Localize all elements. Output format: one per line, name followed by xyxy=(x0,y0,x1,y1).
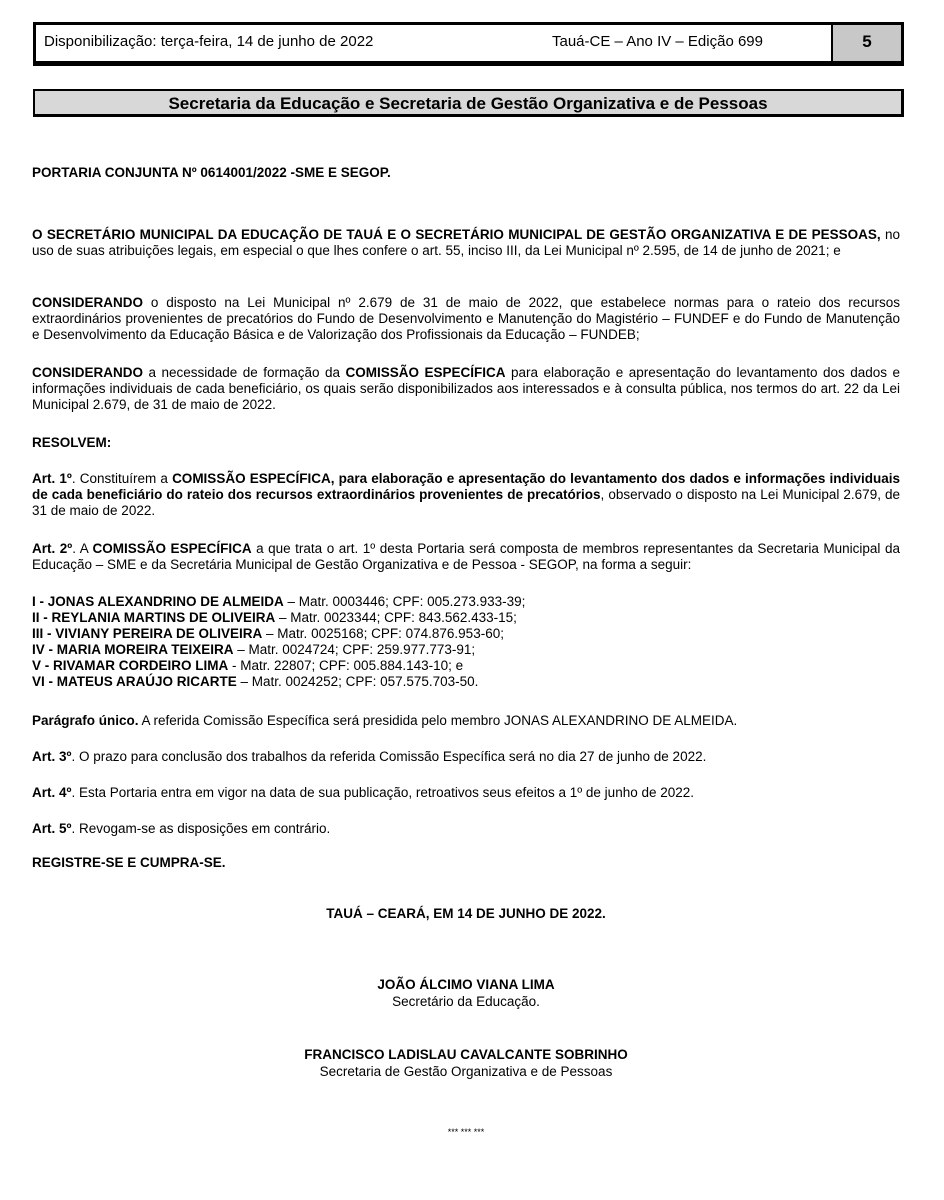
considerando-2-text2: para elaboração e apresentação do levantamento dos dados e informações individuais de cada beneficiário, os quais serão disponibilizados aos interessados e à consulta pública, nos termos do art. 22 da Lei Municipal 2.679, de 31 de maio de 2022. xyxy=(32,365,901,412)
considerando-1-bold: CONSIDERANDO xyxy=(32,295,144,310)
page-header xyxy=(33,22,904,66)
article-4-label: Art. 4º xyxy=(32,785,72,800)
resolvem: RESOLVEM: xyxy=(32,435,112,450)
signature-block-2 xyxy=(32,1046,900,1080)
list-item: V - RIVAMAR CORDEIRO LIMA - Matr. 22807; CPF: 005.884.143-10; e xyxy=(32,658,464,673)
registre-cumpra: REGISTRE-SE E CUMPRA-SE. xyxy=(32,855,226,870)
signer-2-name: FRANCISCO LADISLAU CAVALCANTE SOBRINHO xyxy=(304,1047,628,1062)
article-4-text: . Esta Portaria entra em vigor na data de sua publicação, retroativos seus efeitos a 1º de junho de 2022. xyxy=(71,785,695,800)
article-3-text: . O prazo para conclusão dos trabalhos da referida Comissão Específica será no dia 27 de junho de 2022. xyxy=(71,749,707,764)
member-list xyxy=(32,594,900,690)
article-5-text: . Revogam-se as disposições em contrário. xyxy=(71,821,331,836)
considerando-2 xyxy=(32,365,900,413)
article-1-text2: , observado o disposto na Lei Municipal 2.679, de 31 de maio de 2022. xyxy=(32,487,900,518)
article-2-label: Art. 2º xyxy=(32,541,73,556)
list-item: II - REYLANIA MARTINS DE OLIVEIRA – Matr. 0023344; CPF: 843.562.433-15; xyxy=(32,610,517,625)
preamble-text: no uso de suas atribuições legais, em especial o que lhes confere o art. 55, inciso III, da Lei Municipal nº 2.595, de 14 de junho de 2021; e xyxy=(32,227,900,258)
paragrafo-unico xyxy=(32,713,900,729)
article-1-text1: . Constituírem a xyxy=(71,471,173,486)
page-number: 5 xyxy=(831,25,901,61)
signature-block-1 xyxy=(32,976,900,1010)
list-item: III - VIVIANY PEREIRA DE OLIVEIRA – Matr. 0025168; CPF: 074.876.953-60; xyxy=(32,626,504,641)
preamble-bold: O SECRETÁRIO MUNICIPAL DA EDUCAÇÃO DE TAUÁ E O SECRETÁRIO MUNICIPAL DE GESTÃO ORGANIZATIVA E DE PESSOAS, xyxy=(32,227,881,242)
paragrafo-text: A referida Comissão Específica será presidida pelo membro JONAS ALEXANDRINO DE ALMEIDA. xyxy=(138,713,738,728)
publication-date: Disponibilização: terça-feira, 14 de junho de 2022 xyxy=(44,33,374,50)
place-date: TAUÁ – CEARÁ, EM 14 DE JUNHO DE 2022. xyxy=(326,906,606,921)
article-2 xyxy=(32,541,900,573)
list-item: IV - MARIA MOREIRA TEIXEIRA – Matr. 0024724; CPF: 259.977.773-91; xyxy=(32,642,476,657)
article-2-text1: . A xyxy=(72,541,93,556)
edition-info: Tauá-CE – Ano IV – Edição 699 xyxy=(552,33,763,50)
article-1-label: Art. 1º xyxy=(32,471,72,486)
article-4 xyxy=(32,785,900,801)
article-2-bold: COMISSÃO ESPECÍFICA xyxy=(92,541,252,556)
article-5 xyxy=(32,821,900,837)
list-item: VI - MATEUS ARAÚJO RICARTE – Matr. 0024252; CPF: 057.575.703-50. xyxy=(32,674,479,689)
considerando-2-text1: a necessidade de formação da xyxy=(143,365,346,380)
considerando-1-text: o disposto na Lei Municipal nº 2.679 de 31 de maio de 2022, que estabelece normas para o rateio dos recursos extraordinários provenientes de precatórios do Fundo de Desenvolvimento e Manutenção do Magistério – FUNDEF e do Fundo de Manutenção e Desenvolvimento da Educação Básica e de Valorização dos Profissionais da Educação – FUNDEB; xyxy=(32,295,900,342)
article-3 xyxy=(32,749,900,765)
article-3-label: Art. 3º xyxy=(32,749,72,764)
signer-1-name: JOÃO ÁLCIMO VIANA LIMA xyxy=(377,977,555,992)
list-item: I - JONAS ALEXANDRINO DE ALMEIDA – Matr. 0003446; CPF: 005.273.933-39; xyxy=(32,594,526,609)
considerando-1 xyxy=(32,295,900,343)
preamble xyxy=(32,227,900,259)
doc-title: PORTARIA CONJUNTA Nº 0614001/2022 -SME E SEGOP. xyxy=(32,165,391,180)
end-mark: *** *** *** xyxy=(447,1127,485,1137)
article-2-text2: a que trata o art. 1º desta Portaria será composta de membros representantes da Secretaria Municipal da Educação – SME e da Secretária Municipal de Gestão Organizativa e de Pessoa - SEGOP, na forma a seguir: xyxy=(32,541,900,572)
considerando-2-bold2: COMISSÃO ESPECÍFICA xyxy=(345,365,506,380)
article-1 xyxy=(32,471,900,519)
signer-2-role: Secretaria de Gestão Organizativa e de Pessoas xyxy=(319,1064,613,1079)
section-title: Secretaria da Educação e Secretaria de Gestão Organizativa e de Pessoas xyxy=(33,89,904,117)
considerando-2-bold: CONSIDERANDO xyxy=(32,365,144,380)
paragrafo-label: Parágrafo único. xyxy=(32,713,139,728)
signer-1-role: Secretário da Educação. xyxy=(392,994,540,1009)
article-1-bold: COMISSÃO ESPECÍFICA, para elaboração e apresentação do levantamento dos dados e informações individuais de cada beneficiário do rateio dos recursos extraordinários provenientes de precatórios xyxy=(32,471,900,502)
article-5-label: Art. 5º xyxy=(32,821,72,836)
